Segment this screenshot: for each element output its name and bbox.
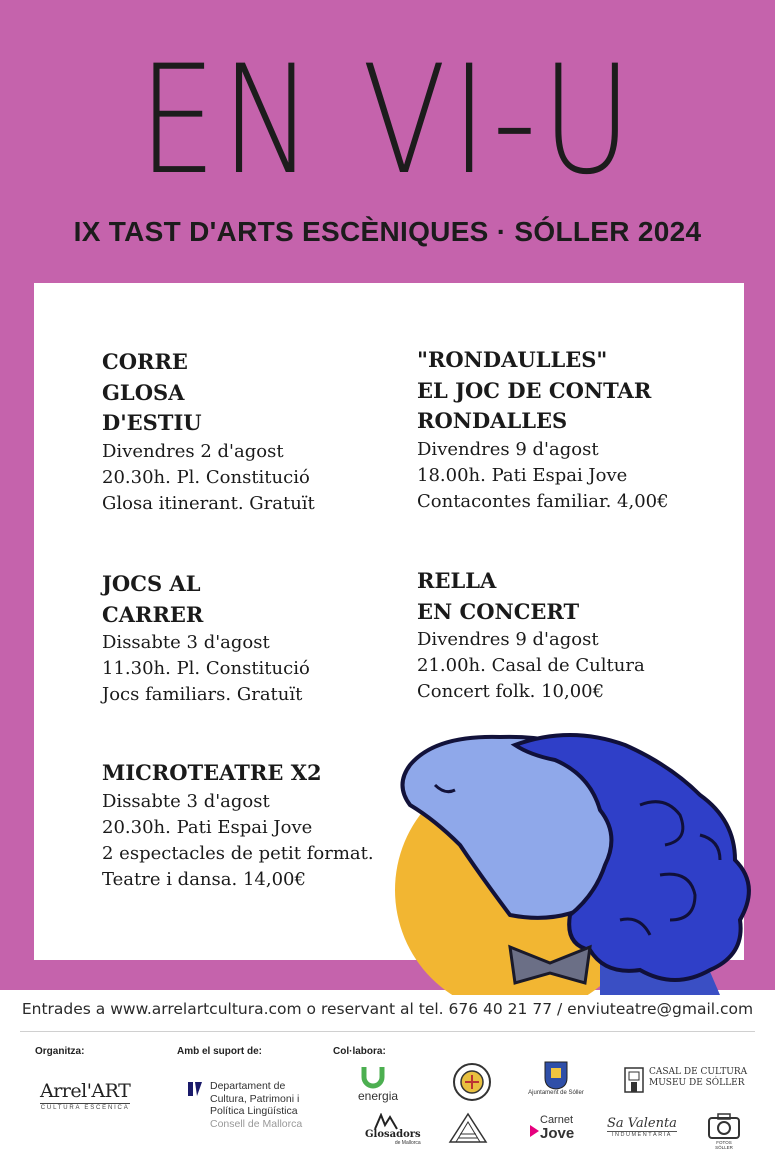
event-time-place: 20.30h. Pati Espai Jove bbox=[102, 816, 313, 838]
event-title: MICROTEATRE X2 bbox=[102, 760, 322, 785]
sa-valenta-logo bbox=[607, 1116, 677, 1138]
sa-valenta-sub: INDUMENTÀRIA bbox=[612, 1132, 672, 1138]
fotos-soller-label: FOTOS SÓLLER bbox=[715, 1140, 733, 1150]
event-date: Divendres 9 d'agost bbox=[417, 438, 599, 460]
department-name: Departament de Cultura, Patrimoni i Política Lingüística bbox=[210, 1080, 300, 1117]
event-title: CORRE GLOSA D'ESTIU bbox=[102, 349, 202, 435]
poster-title: EN VI-U bbox=[138, 34, 637, 208]
camera-icon bbox=[707, 1112, 741, 1140]
casal-name: CASAL DE CULTURA MUSEU DE SÓLLER bbox=[649, 1067, 748, 1088]
event-corre-glosa bbox=[102, 347, 315, 517]
event-details: Teatre i dansa. 14,00€ bbox=[102, 868, 306, 890]
event-details: 2 espectacles de petit format. bbox=[102, 842, 374, 864]
energia-logo bbox=[358, 1063, 398, 1103]
glosadors-logo bbox=[365, 1113, 421, 1146]
seal-icon bbox=[452, 1062, 492, 1102]
arrel-art-name: Arrel'ART bbox=[40, 1080, 131, 1102]
event-title: "RONDAULLES" EL JOC DE CONTAR RONDALLES bbox=[417, 347, 652, 433]
event-date: Dissabte 3 d'agost bbox=[102, 790, 270, 812]
event-rella-concert bbox=[417, 566, 645, 705]
event-details: Contacontes familiar. 4,00€ bbox=[417, 490, 669, 512]
carnet-jove-arrow-icon bbox=[530, 1119, 540, 1143]
jove-label: Jove bbox=[540, 1125, 575, 1142]
event-rondaulles bbox=[417, 345, 669, 515]
sa-valenta-name: Sa Valenta bbox=[607, 1116, 677, 1131]
poster-subtitle: IX TAST D'ARTS ESCÈNIQUES · SÓLLER 2024 bbox=[73, 216, 702, 247]
event-time-place: 21.00h. Casal de Cultura bbox=[417, 655, 645, 676]
suport-label: Amb el suport de: bbox=[177, 1046, 263, 1057]
collabora-label: Col·labora: bbox=[333, 1046, 386, 1057]
fotos-soller-logo bbox=[707, 1112, 741, 1150]
event-date: Divendres 2 d'agost bbox=[102, 440, 284, 462]
event-time-place: 20.30h. Pl. Constitució bbox=[102, 466, 310, 488]
energia-text: energia bbox=[358, 1089, 399, 1103]
consell-icon bbox=[188, 1082, 202, 1098]
event-title: RELLA EN CONCERT bbox=[417, 568, 580, 624]
event-time-place: 18.00h. Pati Espai Jove bbox=[417, 464, 628, 486]
tickets-info: Entrades a www.arrelartcultura.com o reservant al tel. 676 40 21 77 / enviuteatre@gmail.com bbox=[21, 1000, 754, 1018]
singer-illustration bbox=[340, 725, 775, 995]
event-time-place: 11.30h. Pl. Constitució bbox=[102, 658, 310, 679]
event-jocs-al-carrer bbox=[102, 569, 310, 708]
glosadors-sub: de Mallorca bbox=[394, 1140, 421, 1146]
event-details: Glosa itinerant. Gratuït bbox=[102, 492, 315, 514]
organitza-label: Organitza: bbox=[35, 1046, 85, 1057]
event-microteatre bbox=[102, 758, 374, 893]
ajuntament-shield-icon bbox=[543, 1060, 569, 1090]
event-title: JOCS AL CARRER bbox=[102, 571, 204, 627]
casal-building-icon bbox=[624, 1067, 644, 1093]
footer-divider bbox=[20, 1031, 755, 1032]
ajuntament-name: Ajuntament de Sóller bbox=[528, 1090, 584, 1096]
consell-name: Consell de Mallorca bbox=[210, 1117, 303, 1130]
arrel-art-subtitle: CULTURA ESCÈNICA bbox=[40, 1105, 130, 1111]
casal-cultura-logo bbox=[624, 1067, 747, 1089]
carnet-jove-logo bbox=[530, 1115, 574, 1142]
event-date: Dissabte 3 d'agost bbox=[102, 632, 270, 653]
mountain-icon bbox=[446, 1110, 490, 1148]
ajuntament-logo bbox=[526, 1060, 586, 1096]
energia-icon bbox=[360, 1063, 386, 1089]
glosadors-name: Glosadors bbox=[365, 1129, 421, 1140]
consell-logo bbox=[188, 1080, 302, 1130]
arrel-art-logo bbox=[40, 1080, 130, 1111]
event-details: Concert folk. 10,00€ bbox=[417, 681, 605, 702]
event-details: Jocs familiars. Gratuït bbox=[102, 684, 303, 705]
carnet-label: Carnet bbox=[540, 1114, 574, 1126]
event-date: Divendres 9 d'agost bbox=[417, 629, 599, 650]
